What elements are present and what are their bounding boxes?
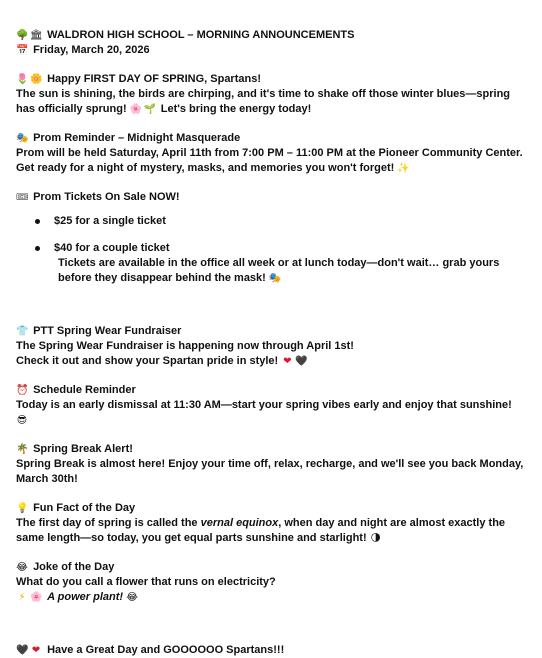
break-heading-line: [16, 442, 526, 457]
seedling-icon: 🌱: [143, 104, 157, 115]
ticket-price-couple: $40 for a couple ticket: [16, 241, 526, 256]
ticket-icon: 🎟: [16, 192, 29, 203]
break-heading: Spring Break Alert!: [33, 443, 133, 455]
ptt-section: [16, 324, 526, 369]
closing-line: [16, 643, 526, 658]
announcement-document: [16, 28, 526, 658]
ptt-line-1: The Spring Wear Fundraiser is happening now through April 1st!: [16, 340, 354, 352]
black-heart-icon: 🖤: [16, 645, 29, 656]
break-line-2: March 30th!: [16, 473, 78, 485]
closing-text: Have a Great Day and GOOOOOO Spartans!!!: [47, 644, 285, 656]
spring-break-section: [16, 442, 526, 487]
ptt-heading-line: [16, 324, 526, 339]
schedule-line-1: Today is an early dismissal at 11:30 AM—start your spring vibes early and enjoy that sunshine!: [16, 399, 512, 411]
sunglasses-face-icon: 😎: [16, 415, 28, 426]
spring-section: [16, 72, 526, 117]
laughing-face-icon: 😂: [16, 562, 28, 573]
ptt-line-2: [16, 354, 526, 369]
sparkles-icon: ✨: [397, 163, 410, 174]
spring-heading-line: [16, 72, 526, 87]
school-icon: 🏛: [30, 30, 43, 41]
ptt-line-2-text: Check it out and show your Spartan pride in style!: [16, 355, 279, 367]
schedule-section: [16, 383, 526, 428]
calendar-icon: 📅: [16, 45, 29, 56]
fun-heading-line: [16, 501, 526, 516]
title-line: [16, 28, 526, 43]
tickets-heading: Prom Tickets On Sale NOW!: [33, 191, 180, 203]
prom-heading: Prom Reminder – Midnight Masquerade: [33, 132, 241, 144]
spring-line-2-post: Let's bring the energy today!: [160, 103, 312, 115]
joke-answer: A power plant!: [47, 591, 124, 603]
tickets-note-1: Tickets are available in the office all week or at lunch today—don't wait… grab yours: [58, 257, 500, 269]
date-line: [16, 43, 526, 58]
laughing-face-icon: 😂: [126, 592, 138, 603]
fun-line-1-pre: The first day of spring is called the: [16, 517, 198, 529]
fun-heading: Fun Fact of the Day: [33, 502, 136, 514]
joke-heading: Joke of the Day: [33, 561, 115, 573]
blossom-icon: 🌼: [30, 74, 43, 85]
fun-line-1-emphasis: vernal equinox: [200, 517, 279, 529]
shirt-icon: 👕: [16, 326, 29, 337]
document-date: Friday, March 20, 2026: [33, 44, 150, 56]
palm-tree-icon: 🌴: [16, 444, 29, 455]
prom-line-1: Prom will be held Saturday, April 11th from 7:00 PM – 11:00 PM at the Pioneer Community Center.: [16, 147, 523, 159]
tickets-heading-line: [16, 190, 526, 205]
ticket-price-list: [16, 214, 526, 256]
joke-question: What do you call a flower that runs on electricity?: [16, 576, 276, 588]
document-title: WALDRON HIGH SCHOOL – MORNING ANNOUNCEMENTS: [47, 29, 355, 41]
fun-line-2-text: same length—so today, you get equal parts sunshine and starlight!: [16, 532, 367, 544]
masks-icon: 🎭: [16, 133, 29, 144]
lightning-icon: ⚡: [18, 592, 26, 603]
tulip-icon: 🌷: [16, 74, 29, 85]
flower-icon: 🌸: [30, 592, 43, 603]
header-section: [16, 28, 526, 58]
schedule-heading: Schedule Reminder: [33, 384, 136, 396]
fun-fact-section: [16, 501, 526, 546]
ptt-heading: PTT Spring Wear Fundraiser: [33, 325, 182, 337]
prom-heading-line: [16, 131, 526, 146]
tree-icon: 🌳: [16, 30, 29, 41]
prom-line-2: [16, 161, 526, 176]
tickets-section: [16, 190, 526, 286]
alarm-clock-icon: ⏰: [16, 385, 29, 396]
fun-line-1-post: , when day and night are almost exactly the: [278, 517, 506, 529]
fun-line-1: [16, 516, 526, 531]
break-line-1: Spring Break is almost here! Enjoy your time off, relax, recharge, and we'll see you back Monday,: [16, 458, 524, 470]
ticket-price-single: $25 for a single ticket: [16, 214, 526, 229]
masks-icon: 🎭: [268, 273, 282, 284]
schedule-line-2: [16, 413, 526, 428]
spring-line-1: The sun is shining, the birds are chirping, and it's time to shake off those winter blues—spring: [16, 88, 511, 100]
joke-section: [16, 560, 526, 605]
schedule-heading-line: [16, 383, 526, 398]
spring-heading: Happy FIRST DAY OF SPRING, Spartans!: [47, 73, 261, 85]
lightbulb-icon: 💡: [16, 503, 29, 514]
closing-section: [16, 643, 526, 658]
prom-line-2-text: Get ready for a night of mystery, masks, and memories you won't forget!: [16, 162, 395, 174]
fun-line-2: [16, 531, 526, 546]
joke-heading-line: [16, 560, 526, 575]
prom-section: [16, 131, 526, 176]
black-heart-icon: 🖤: [295, 356, 308, 367]
tickets-note-2-text: before they disappear behind the mask!: [58, 272, 266, 284]
joke-answer-line: [16, 590, 526, 605]
spring-line-2-text: has officially sprung!: [16, 103, 127, 115]
red-heart-icon: ❤: [283, 356, 292, 367]
red-heart-icon: ❤: [31, 645, 41, 656]
half-moon-icon: 🌗: [370, 533, 381, 544]
cherry-blossom-icon: 🌸: [129, 104, 143, 115]
spring-line-2: [16, 102, 526, 117]
tickets-note-2: [16, 271, 526, 286]
